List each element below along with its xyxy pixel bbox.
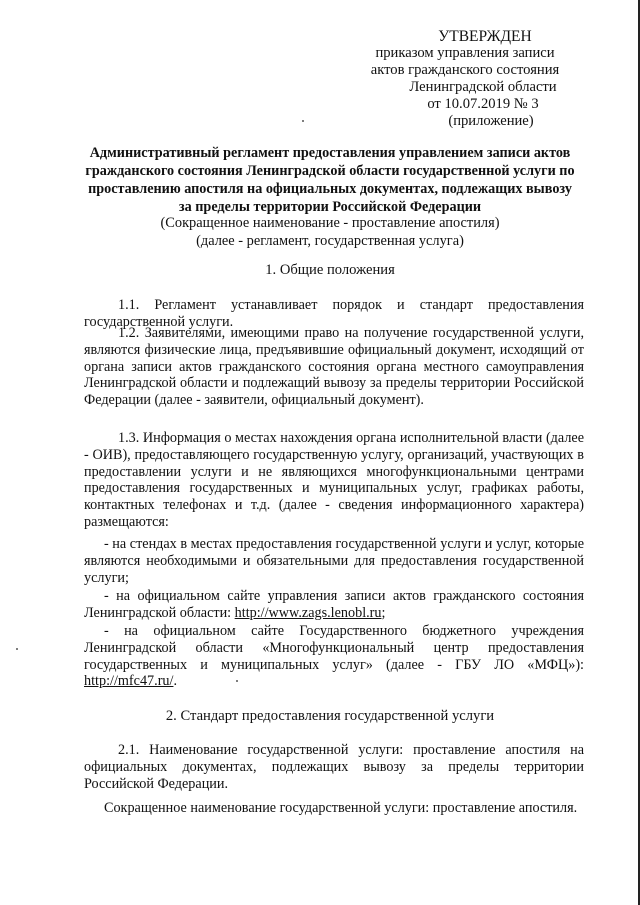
paragraph-text: Сокращенное наименование государственной услуги: проставление апостиля. bbox=[104, 800, 578, 816]
abbreviation-line: (далее - регламент, государственная услуга) bbox=[196, 233, 464, 249]
approval-heading: УТВЕРЖДЕН bbox=[438, 28, 532, 45]
scan-speck bbox=[302, 120, 304, 122]
paragraph-1-2 bbox=[84, 325, 584, 409]
list-item-text: - на стендах в местах предоставления государственной услуги и услуг, которые являются необходимыми и обязательными для предоставления государственной услуги; bbox=[84, 536, 584, 586]
paragraph-2-1 bbox=[84, 742, 584, 792]
paragraph-text: 1.3. Информация о местах нахождения органа исполнительной власти (далее - ОИВ), предоставляющего государственную услугу, организаций, участвующих в предоставлении услуги и не являющихся многофункциональными центрами предоставления государственных и муниципальных услуг, графиках работы, контактных телефонах и т.д. (далее - сведения информационного характера) размещаются: bbox=[84, 430, 584, 530]
paragraph-text: 2.1. Наименование государственной услуги: проставление апостиля на официальных документах, подлежащих вывозу за пределы территории Российской Федерации. bbox=[84, 742, 584, 792]
section-heading-general: 1. Общие положения bbox=[265, 262, 395, 278]
list-item-text: - на официальном сайте Государственного бюджетного учреждения Ленинградской области «Многофункциональный центр предоставления государственных и муниципальных услуг» (далее - ГБУ ЛО «МФЦ»): bbox=[84, 623, 584, 673]
paragraph-text: 1.2. Заявителями, имеющими право на получение государственной услуги, являются физические лица, предъявившие официальный документ, исходящий от органа записи актов гражданского состояния органа местного самоуправления Ленинградской области и подлежащий вывозу за пределы территории Российской Федерации (далее - заявители, официальный документ). bbox=[84, 325, 584, 409]
approval-line: приказом управления записи bbox=[375, 45, 555, 61]
document-title: Административный регламент предоставления управлением записи актов гражданского состояния Ленинградской области государственной услуги по проставлению апостиля на официальных документах, подлежащих вывозу за пределы территории Российской Федерации bbox=[85, 145, 575, 215]
approval-line: актов гражданского состояния bbox=[370, 62, 560, 78]
short-name-line: (Сокращенное наименование - проставление апостиля) bbox=[160, 215, 500, 231]
zags-site-link[interactable]: http://www.zags.lenobl.ru bbox=[234, 604, 382, 621]
scan-speck bbox=[236, 680, 238, 682]
list-item-mfc-site bbox=[84, 623, 584, 690]
list-item-zags-site bbox=[84, 588, 584, 622]
punctuation: . bbox=[173, 673, 177, 690]
approval-line: Ленинградской области bbox=[409, 79, 557, 95]
list-item-stands bbox=[84, 536, 584, 586]
punctuation: ; bbox=[381, 604, 386, 621]
approval-date-line: от 10.07.2019 № 3 bbox=[427, 96, 539, 112]
mfc-site-link[interactable]: http://mfc47.ru/ bbox=[84, 673, 174, 690]
document-subtitle bbox=[80, 214, 580, 250]
list-item-text: - на официальном сайте управления записи актов гражданского состояния Ленинградской области: bbox=[84, 588, 584, 621]
approval-line: (приложение) bbox=[448, 113, 534, 129]
paragraph-1-3 bbox=[84, 430, 584, 531]
approval-stamp bbox=[340, 28, 590, 130]
scan-speck bbox=[16, 648, 18, 650]
paragraph-short-name bbox=[84, 800, 584, 817]
section-heading-standard: 2. Стандарт предоставления государственной услуги bbox=[165, 708, 495, 724]
paragraph-text: 1.1. Регламент устанавливает порядок и стандарт предоставления государственной услуги. bbox=[84, 297, 584, 330]
